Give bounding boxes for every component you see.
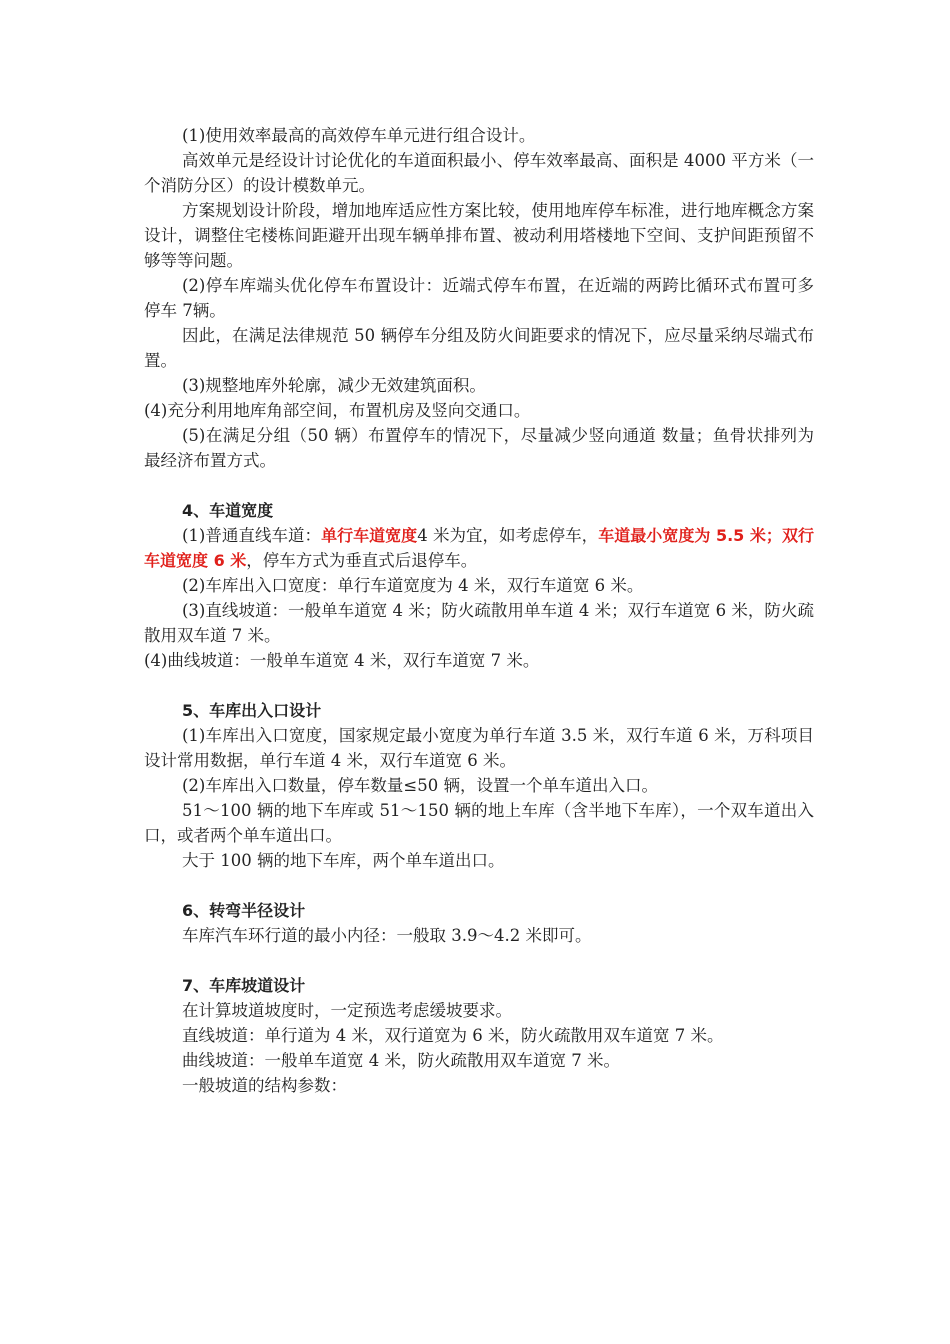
- paragraph: 高效单元是经设计讨论优化的车道面积最小、停车效率最高、面积是 4000 平方米（一个消防分区）的设计模数单元。: [144, 151, 814, 195]
- section-heading-4: 4、车道宽度: [182, 501, 274, 520]
- paragraph: (2)车库出入口数量，停车数量≤50 辆，设置一个单车道出入口。: [182, 776, 658, 795]
- text-run: (1)普通直线车道：: [182, 526, 322, 545]
- paragraph: 方案规划设计阶段，增加地库适应性方案比较，使用地库停车标准，进行地库概念方案设计，调整住宅楼栋间距避开出现车辆单排布置、被动利用塔楼地下空间、支护间距预留不够等等问题。: [144, 201, 814, 270]
- paragraph: 在计算坡道坡度时，一定预选考虑缓坡要求。: [182, 1001, 512, 1020]
- paragraph: 因此，在满足法律规范 50 辆停车分组及防火间距要求的情况下，应尽量采纳尽端式布置。: [144, 326, 814, 370]
- spacer: [144, 473, 814, 498]
- paragraph: (1)使用效率最高的高效停车单元进行组合设计。: [182, 126, 536, 145]
- text-run: ，停车方式为垂直式后退停车。: [246, 551, 478, 570]
- paragraph: 车库汽车环行道的最小内径：一般取 3.9～4.2 米即可。: [182, 926, 592, 945]
- paragraph: 51～100 辆的地下车库或 51～150 辆的地上车库（含半地下车库），一个双车道出入口，或者两个单车道出口。: [144, 801, 814, 845]
- section-heading-5: 5、车库出入口设计: [182, 701, 322, 720]
- paragraph: (3)直线坡道：一般单车道宽 4 米；防火疏散用单车道 4 米；双行车道宽 6 米，防火疏散用双车道 7 米。: [144, 601, 814, 645]
- paragraph: 一般坡道的结构参数：: [182, 1076, 347, 1095]
- section-heading-6: 6、转弯半径设计: [182, 901, 306, 920]
- paragraph: (4)充分利用地库角部空间，布置机房及竖向交通口。: [144, 401, 531, 420]
- paragraph: (2)停车库端头优化停车布置设计：近端式停车布置，在近端的两跨比循环式布置可多停车 7辆。: [144, 276, 814, 320]
- paragraph: (5)在满足分组（50 辆）布置停车的情况下，尽量减少竖向通道 数量；鱼骨状排列为最经济布置方式。: [144, 426, 814, 470]
- paragraph: (2)车库出入口宽度：单行车道宽度为 4 米，双行车道宽 6 米。: [182, 576, 644, 595]
- spacer: [144, 948, 814, 973]
- paragraph: 大于 100 辆的地下车库，两个单车道出口。: [182, 851, 505, 870]
- spacer: [144, 673, 814, 698]
- paragraph: (3)规整地库外轮廓，减少无效建筑面积。: [182, 376, 486, 395]
- paragraph-highlighted: [144, 523, 814, 573]
- section-heading-7: 7、车库坡道设计: [182, 976, 306, 995]
- highlight-text: 单行车道宽度: [321, 526, 418, 545]
- text-run: 4 米为宜，如考虑停车，: [417, 526, 599, 545]
- spacer: [144, 873, 814, 898]
- paragraph: 曲线坡道：一般单车道宽 4 米，防火疏散用双车道宽 7 米。: [182, 1051, 620, 1070]
- paragraph: (4)曲线坡道：一般单车道宽 4 米，双行车道宽 7 米。: [144, 651, 540, 670]
- paragraph: 直线坡道：单行道为 4 米，双行道宽为 6 米，防火疏散用双车道宽 7 米。: [182, 1026, 724, 1045]
- highlight-text: 车道最小宽度为 5.5 米；双行车道宽度 6 米: [144, 526, 814, 570]
- document-body: [144, 123, 814, 1098]
- paragraph: (1)车库出入口宽度，国家规定最小宽度为单行车道 3.5 米，双行车道 6 米，万科项目设计常用数据，单行车道 4 米，双行车道宽 6 米。: [144, 726, 814, 770]
